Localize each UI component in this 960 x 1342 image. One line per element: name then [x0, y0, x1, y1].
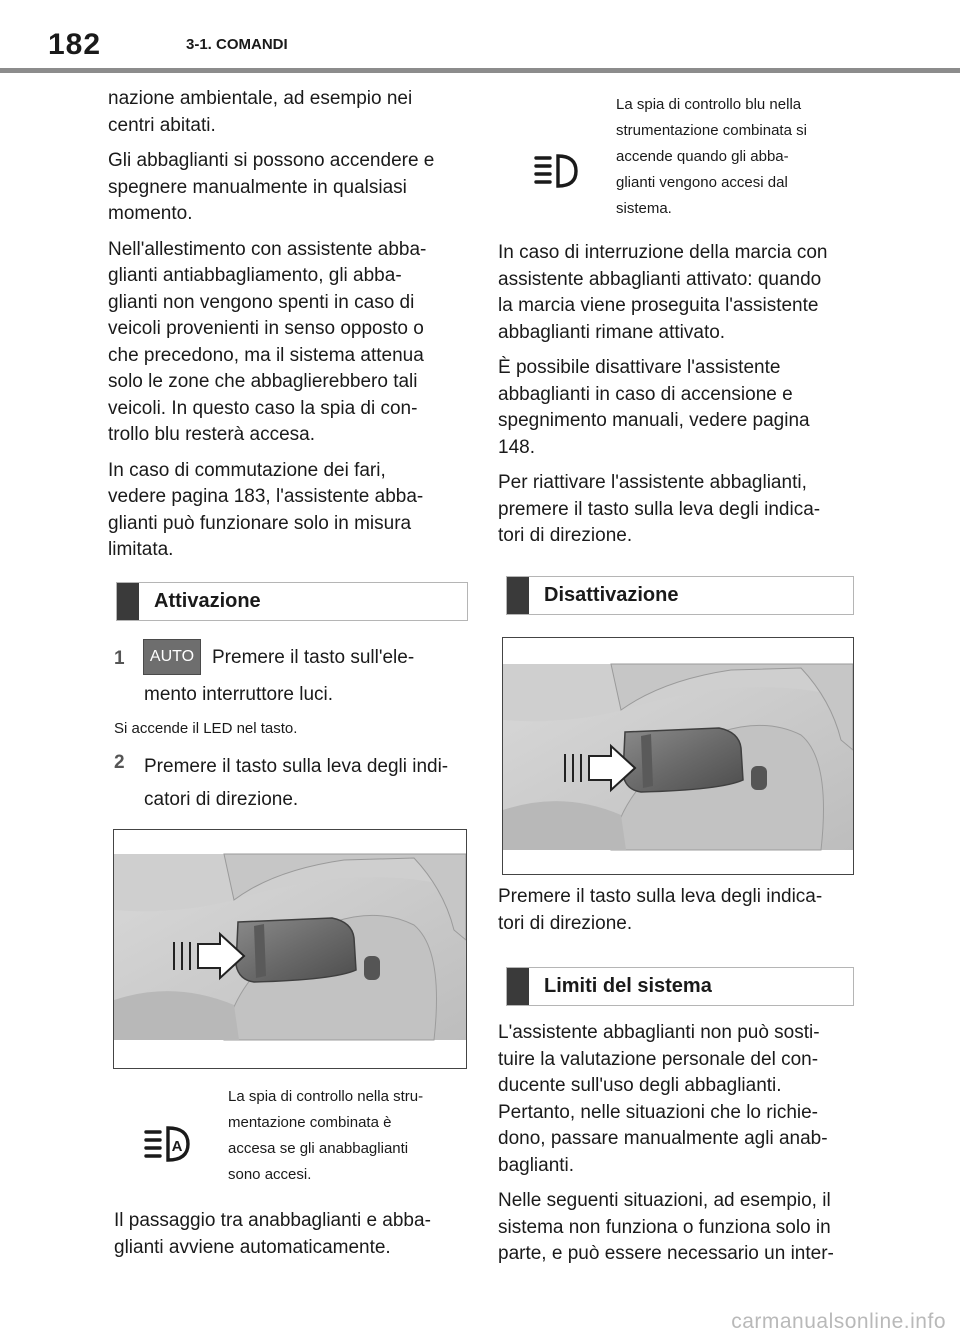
limits-text: [498, 1020, 860, 1277]
stalk-drawing: [114, 830, 466, 1068]
step-number-1: 1: [114, 648, 125, 669]
paragraph: Gli abbaglianti si possono accendere e spegnere manualmente in qualsiasi momento.: [108, 150, 435, 224]
svg-text:A: A: [171, 1138, 183, 1155]
heading-limiti-sistema: [506, 967, 854, 1006]
footer-watermark: carmanualsonline.info: [731, 1310, 946, 1333]
left-column-intro: [108, 86, 468, 573]
high-beam-indicator-icon: [534, 152, 582, 192]
heading-text: Disattivazione: [544, 584, 679, 606]
indicator-note-left: La spia di controllo nella stru- mentazione combinata è accesa se gli anabbaglianti sono accesi.: [228, 1088, 424, 1183]
stalk-drawing: [503, 638, 853, 874]
heading-attivazione: [116, 582, 468, 621]
indicator-note-right: La spia di controllo blu nella strumentazione combinata si accende quando gli abba- glianti vengono accesi dal sistema.: [616, 96, 807, 217]
paragraph: nazione ambientale, ad esempio nei centri abitati.: [108, 88, 413, 136]
paragraph: È possibile disattivare l'assistente abbaglianti in caso di accensione e spegnimento manuali, vedere pagina 148.: [498, 357, 810, 458]
paragraph: L'assistente abbaglianti non può sosti- tuire la valutazione personale del con- ducente sull'uso degli abbaglianti. Pertanto, nelle situazioni che lo richie- dono, passare manualmente agli anab- baglianti.: [498, 1022, 828, 1176]
stalk-illustration-deactivation: [502, 637, 854, 875]
heading-disattivazione: [506, 576, 854, 615]
heading-bar: [507, 968, 529, 1005]
right-column-text: [498, 240, 858, 559]
led-note: Si accende il LED nel tasto.: [114, 720, 298, 737]
heading-text: Attivazione: [154, 590, 261, 612]
closing-paragraph: Il passaggio tra anabbaglianti e abba- glianti avviene automaticamente.: [114, 1210, 431, 1258]
step-2-text: Premere il tasto sulla leva degli indi- catori di direzione.: [144, 756, 449, 810]
heading-bar: [507, 577, 529, 614]
paragraph: Nelle seguenti situazioni, ad esempio, il sistema non funziona o funziona solo in parte, e può essere necessario un inter-: [498, 1190, 834, 1264]
paragraph: Nell'allestimento con assistente abba- glianti antiabbagliamento, gli abba- glianti non vengono spenti in caso di veicoli provenienti in senso opposto o che precedono, ma il sistema attenua solo le zone che abbaglierebbero tali veicoli. In questo caso la spia di con- trollo blu resterà accesa.: [108, 238, 427, 445]
paragraph: Per riattivare l'assistente abbaglianti, premere il tasto sulla leva degli indica- tori di direzione.: [498, 472, 821, 546]
auto-high-beam-icon: [144, 1124, 194, 1166]
deactivation-text: Premere il tasto sulla leva degli indica- tori di direzione.: [498, 886, 823, 934]
step-1-text-line1: Premere il tasto sull'ele-: [212, 647, 415, 668]
heading-text: Limiti del sistema: [544, 975, 712, 997]
step-1-text-line2: mento interruttore luci.: [144, 684, 334, 705]
page-number: 182: [48, 28, 102, 61]
paragraph: In caso di interruzione della marcia con assistente abbaglianti attivato: quando la marcia viene proseguita l'assistente abbaglianti rimane attivato.: [498, 242, 828, 343]
paragraph: In caso di commutazione dei fari, vedere pagina 183, l'assistente abba- glianti può funzionare solo in misura limitata.: [108, 459, 424, 560]
stalk-illustration-activation: [113, 829, 467, 1069]
step-number-2: 2: [114, 752, 125, 773]
heading-bar: [117, 583, 139, 620]
header-rule: [0, 68, 960, 73]
auto-button-icon: AUTO: [143, 639, 201, 675]
section-title: 3-1. COMANDI: [186, 36, 288, 53]
